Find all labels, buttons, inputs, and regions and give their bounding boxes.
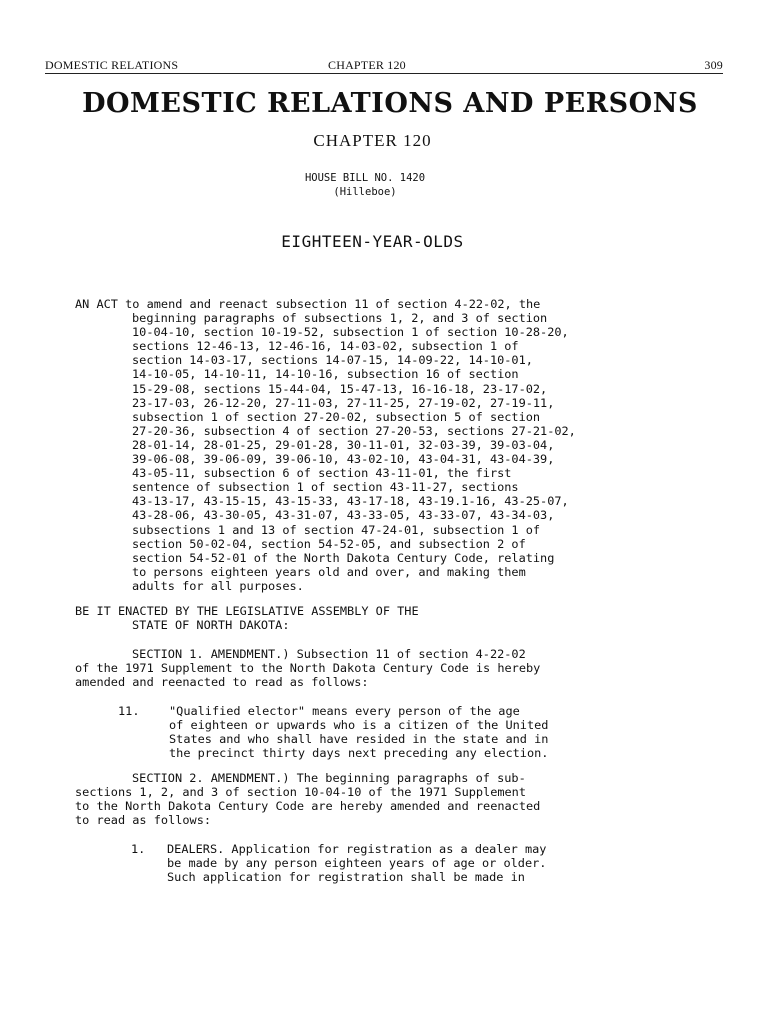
act-paragraph (75, 297, 576, 593)
item-11-line: of eighteen or upwards who is a citizen of the United (169, 718, 549, 733)
bill-number: HOUSE BILL NO. 1420 (304, 172, 426, 184)
act-line: adults for all purposes. (132, 578, 304, 593)
item-1-line: be made by any person eighteen years of age or older. (167, 856, 547, 871)
act-line: sections 12-46-13, 12-46-16, 14-03-02, subsection 1 of (132, 339, 519, 354)
bill-info (0, 171, 730, 199)
act-line: subsection 1 of section 27-20-02, subsection 5 of section (132, 409, 541, 424)
page-title: DOMESTIC RELATIONS AND PERSONS (82, 88, 698, 119)
item-11 (169, 704, 548, 760)
section-2-line: sections 1, 2, and 3 of section 10-04-10 of the 1971 Supplement (75, 785, 527, 800)
act-title: EIGHTEEN-YEAR-OLDS (281, 232, 464, 251)
act-line: 43-28-06, 43-30-05, 43-31-07, 43-33-05, 43-33-07, 43-34-03, (132, 508, 555, 523)
section-2-line: to the North Dakota Century Code are hereby amended and reenacted (75, 799, 541, 814)
item-11-line: the precinct thirty days next preceding any election. (169, 746, 549, 761)
section-1-line: of the 1971 Supplement to the North Dakota Century Code is hereby (75, 661, 541, 676)
enacting-clause (75, 604, 419, 632)
item-1-line: Such application for registration shall be made in (167, 870, 525, 885)
page-number: 309 (704, 58, 723, 72)
act-line: AN ACT to amend and reenact subsection 11 of section 4-22-02, the (75, 297, 541, 311)
item-1 (167, 842, 546, 884)
act-line: 43-13-17, 43-15-15, 43-15-33, 43-17-18, 43-19.1-16, 43-25-07, (132, 494, 569, 509)
item-11-line: States and who shall have resided in the state and in (169, 732, 549, 747)
header-rule (45, 73, 723, 74)
section-1 (75, 647, 540, 689)
item-11-line: "Qualified elector" means every person of the age (169, 704, 520, 718)
act-line: 28-01-14, 28-01-25, 29-01-28, 30-11-01, 32-03-39, 39-03-04, (132, 437, 555, 452)
section-1-line: amended and reenacted to read as follows: (75, 675, 369, 690)
section-2-line: SECTION 2. AMENDMENT.) The beginning paragraphs of sub- (132, 771, 526, 785)
act-line: 10-04-10, section 10-19-52, subsection 1 of section 10-28-20, (132, 325, 569, 340)
act-line: 43-05-11, subsection 6 of section 43-11-01, the first (132, 466, 512, 481)
act-line: section 14-03-17, sections 14-07-15, 14-09-22, 14-10-01, (132, 353, 533, 368)
section-2 (75, 771, 540, 827)
act-line: 15-29-08, sections 15-44-04, 15-47-13, 16-16-18, 23-17-02, (132, 381, 548, 396)
act-line: to persons eighteen years old and over, and making them (132, 564, 526, 579)
act-line: section 54-52-01 of the North Dakota Century Code, relating (132, 550, 555, 565)
enacting-line: BE IT ENACTED BY THE LEGISLATIVE ASSEMBLY OF THE (75, 604, 419, 618)
item-11-number: 11. (118, 704, 140, 718)
item-1-line: DEALERS. Application for registration as a dealer may (167, 842, 547, 856)
act-line: subsections 1 and 13 of section 47-24-01, subsection 1 of (132, 522, 541, 537)
item-1-number: 1. (131, 842, 146, 856)
act-line: sentence of subsection 1 of section 43-11-27, sections (132, 480, 519, 495)
enacting-line: STATE OF NORTH DAKOTA: (132, 618, 290, 633)
act-line: 23-17-03, 26-12-20, 27-11-03, 27-11-25, 27-19-02, 27-19-11, (132, 395, 555, 410)
bill-sponsor: (Hilleboe) (333, 186, 397, 198)
act-line: 39-06-08, 39-06-09, 39-06-10, 43-02-10, 43-04-31, 43-04-39, (132, 452, 555, 467)
section-2-line: to read as follows: (75, 813, 212, 828)
act-line: section 50-02-04, section 54-52-05, and subsection 2 of (132, 536, 526, 551)
chapter-heading: CHAPTER 120 (313, 131, 432, 150)
act-line: 14-10-05, 14-10-11, 14-10-16, subsection 16 of section (132, 367, 519, 382)
running-head-chapter: CHAPTER 120 (328, 58, 406, 72)
act-line: beginning paragraphs of subsections 1, 2, and 3 of section (132, 311, 548, 326)
running-head (45, 58, 723, 72)
section-1-line: SECTION 1. AMENDMENT.) Subsection 11 of section 4-22-02 (132, 647, 526, 661)
running-head-section: DOMESTIC RELATIONS (45, 58, 179, 72)
act-line: 27-20-36, subsection 4 of section 27-20-53, sections 27-21-02, (132, 423, 576, 438)
